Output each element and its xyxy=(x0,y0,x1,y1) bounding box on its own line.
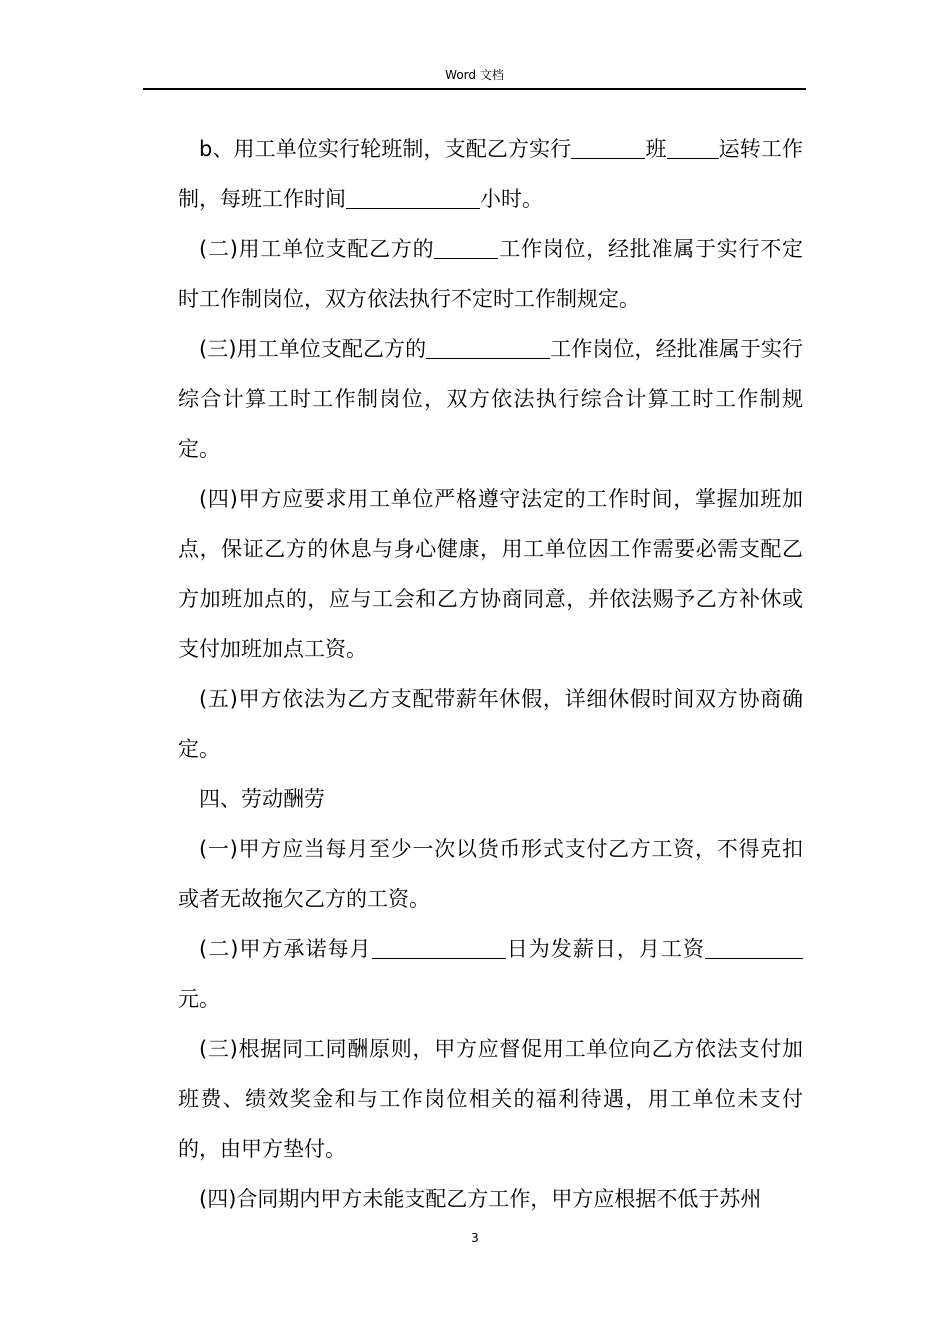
text-segment: 运转工作制，每班工作时间 xyxy=(178,137,804,211)
blank-field xyxy=(434,238,498,259)
paragraph-payday xyxy=(178,924,803,1024)
blank-field xyxy=(372,938,506,959)
paragraph-shift-work xyxy=(178,124,803,224)
blank-field xyxy=(705,938,803,959)
paragraph-overtime: (四)甲方应要求用工单位严格遵守法定的工作时间，掌握加班加点，保证乙方的休息与身心健康，用工单位因工作需要必需支配乙方加班加点的，应与工会和乙方协商同意，并依法赐予乙方补休或支付加班加点工资。 xyxy=(178,487,803,661)
page-header xyxy=(143,66,806,90)
text-segment: (三)用工单位支配乙方的 xyxy=(199,337,427,361)
paragraph-irregular-hours xyxy=(178,224,803,324)
header-title: Word 文档 xyxy=(445,68,504,82)
paragraph-annual-leave: (五)甲方依法为乙方支配带薪年休假，详细休假时间双方协商确定。 xyxy=(178,687,803,761)
page-number: 3 xyxy=(471,1231,479,1245)
paragraph-equal-pay: (三)根据同工同酬原则，甲方应督促用工单位向乙方依法支付加班费、绩效奖金和与工作岗位相关的福利待遇，用工单位未支付的，由甲方垫付。 xyxy=(178,1037,803,1161)
blank-field xyxy=(426,338,550,359)
blank-field xyxy=(571,138,645,159)
text-segment: 元。 xyxy=(178,987,220,1011)
paragraph-no-work-assigned: (四)合同期内甲方未能支配乙方工作，甲方应根据不低于苏州 xyxy=(199,1187,762,1211)
blank-field xyxy=(667,138,719,159)
text-segment: 日为发薪日，月工资 xyxy=(505,937,706,961)
text-segment: 小时。 xyxy=(480,187,543,211)
blank-field xyxy=(346,188,480,209)
page-footer xyxy=(0,1231,950,1245)
text-segment: (二)用工单位支配乙方的 xyxy=(199,237,435,261)
section-heading-remuneration: 四、劳动酬劳 xyxy=(199,787,325,811)
paragraph-wage-payment: (一)甲方应当每月至少一次以货币形式支付乙方工资，不得克扣或者无故拖欠乙方的工资。 xyxy=(178,837,803,911)
text-segment: (二)甲方承诺每月 xyxy=(199,937,372,961)
text-segment: 工作岗位，经批准属于实行综合计算工时工作制岗位，双方依法执行综合计算工时工作制规定。 xyxy=(178,337,804,461)
text-segment: 工作岗位，经批准属于实行不定时工作制岗位，双方依法执行不定时工作制规定。 xyxy=(178,237,803,311)
text-segment: b、用工单位实行轮班制，支配乙方实行 xyxy=(199,137,572,161)
document-body xyxy=(178,124,803,1224)
text-segment: 班 xyxy=(645,137,667,161)
paragraph-comprehensive-hours xyxy=(178,324,803,474)
